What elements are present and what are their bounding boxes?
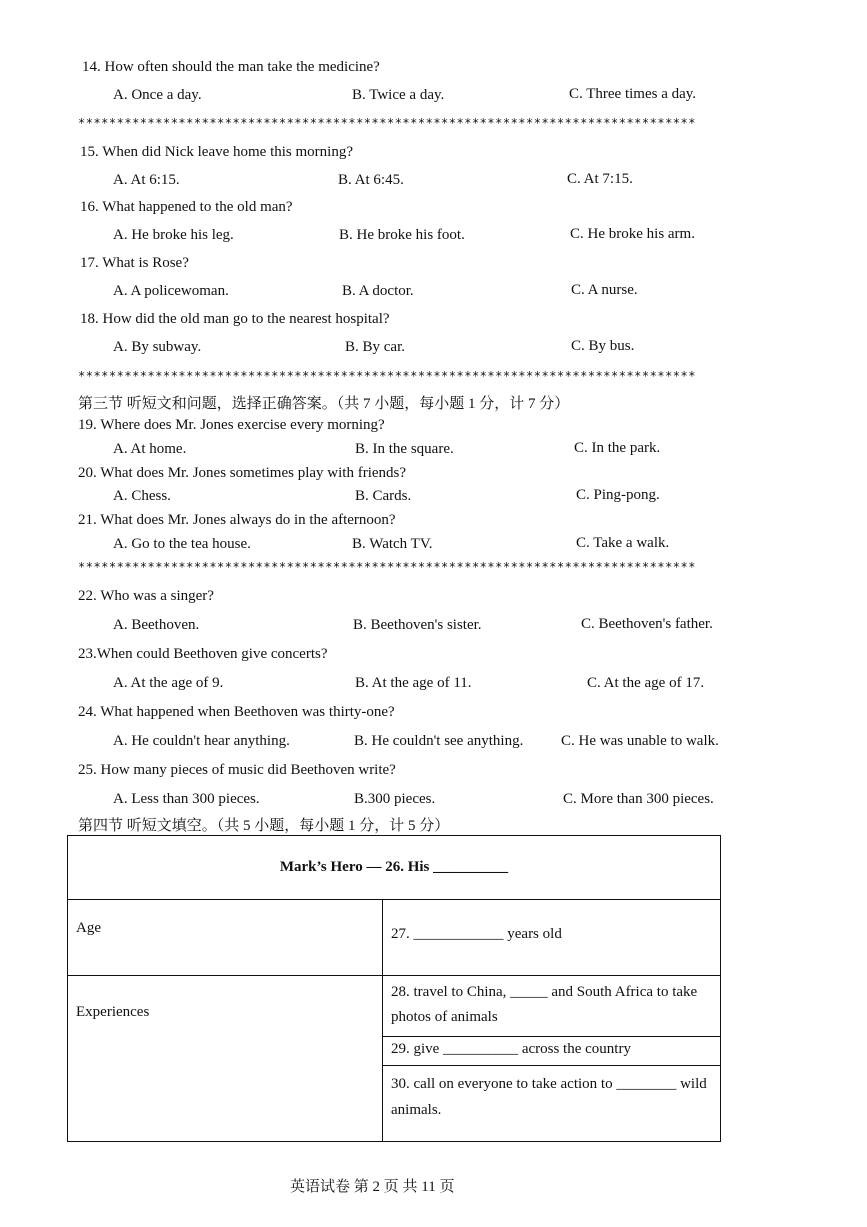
question-27: 27. ____________ years old xyxy=(391,926,562,942)
option-14-c: C. Three times a day. xyxy=(569,86,697,102)
option-20-b: B. Cards. xyxy=(355,488,412,504)
table-title-cell xyxy=(68,836,721,900)
section-4-heading: 第四节 听短文填空。（共 5 小题，每小题 1 分，计 5 分） xyxy=(78,818,450,834)
option-23-b: B. At the age of 11. xyxy=(355,675,472,691)
option-21-c: C. Take a walk. xyxy=(576,535,670,551)
q29-cell xyxy=(383,1037,721,1066)
question-28: 28. travel to China, _____ and South Africa to take photos of animals xyxy=(391,984,698,1025)
age-label-cell xyxy=(68,900,383,976)
question-29: 29. give __________ across the country xyxy=(391,1041,631,1057)
question-25: 25. How many pieces of music did Beethoven write? xyxy=(78,762,396,778)
option-22-b: B. Beethoven's sister. xyxy=(353,617,482,633)
question-23: 23.When could Beethoven give concerts? xyxy=(78,646,328,662)
question-21: 21. What does Mr. Jones always do in the afternoon? xyxy=(78,512,396,528)
q30-cell xyxy=(383,1066,721,1142)
option-18-a: A. By subway. xyxy=(113,339,202,355)
age-label: Age xyxy=(76,920,101,936)
option-18-c: C. By bus. xyxy=(571,338,635,354)
fill-in-table xyxy=(67,835,721,1142)
option-24-b: B. He couldn't see anything. xyxy=(354,733,524,749)
option-16-a: A. He broke his leg. xyxy=(113,227,234,243)
option-25-a: A. Less than 300 pieces. xyxy=(113,791,260,807)
option-14-a: A. Once a day. xyxy=(113,87,202,103)
q27-cell xyxy=(383,900,721,976)
option-15-a: A. At 6:15. xyxy=(113,172,180,188)
separator-line: ******************************************************************************** xyxy=(78,116,696,130)
question-22: 22. Who was a singer? xyxy=(78,588,214,604)
option-14-b: B. Twice a day. xyxy=(352,87,445,103)
option-17-a: A. A policewoman. xyxy=(113,283,229,299)
question-20: 20. What does Mr. Jones sometimes play with friends? xyxy=(78,465,407,481)
question-16: 16. What happened to the old man? xyxy=(80,199,293,215)
question-15: 15. When did Nick leave home this morning? xyxy=(80,144,353,160)
option-20-a: A. Chess. xyxy=(113,488,171,504)
question-17: 17. What is Rose? xyxy=(80,255,189,271)
option-23-c: C. At the age of 17. xyxy=(587,675,705,691)
option-16-c: C. He broke his arm. xyxy=(570,226,695,242)
option-22-a: A. Beethoven. xyxy=(113,617,200,633)
option-22-c: C. Beethoven's father. xyxy=(581,616,713,632)
option-15-c: C. At 7:15. xyxy=(567,171,633,187)
option-25-c: C. More than 300 pieces. xyxy=(563,791,714,807)
question-24: 24. What happened when Beethoven was thirty-one? xyxy=(78,704,395,720)
option-19-b: B. In the square. xyxy=(355,441,454,457)
option-21-a: A. Go to the tea house. xyxy=(113,536,251,552)
experiences-label-cell xyxy=(68,976,383,1142)
question-14: 14. How often should the man take the medicine? xyxy=(82,59,380,75)
table-title: Mark’s Hero — 26. His __________ xyxy=(279,859,509,875)
option-19-c: C. In the park. xyxy=(574,440,661,456)
separator-line: ******************************************************************************** xyxy=(78,369,696,383)
option-18-b: B. By car. xyxy=(345,339,405,355)
section-3-heading: 第三节 听短文和问题，选择正确答案。（共 7 小题，每小题 1 分，计 7 分） xyxy=(78,396,570,412)
experiences-label: Experiences xyxy=(76,1004,150,1020)
option-16-b: B. He broke his foot. xyxy=(339,227,465,243)
option-19-a: A. At home. xyxy=(113,441,187,457)
separator-line: ******************************************************************************** xyxy=(78,560,696,574)
option-17-c: C. A nurse. xyxy=(571,282,638,298)
option-20-c: C. Ping-pong. xyxy=(576,487,660,503)
q28-cell xyxy=(383,976,721,1037)
page-footer: 英语试卷 第 2 页 共 11 页 xyxy=(290,1179,455,1195)
question-30: 30. call on everyone to take action to ________ wild animals. xyxy=(391,1076,707,1118)
option-21-b: B. Watch TV. xyxy=(352,536,433,552)
question-19: 19. Where does Mr. Jones exercise every morning? xyxy=(78,417,385,433)
option-24-a: A. He couldn't hear anything. xyxy=(113,733,290,749)
option-15-b: B. At 6:45. xyxy=(338,172,404,188)
option-24-c: C. He was unable to walk. xyxy=(561,733,719,749)
option-23-a: A. At the age of 9. xyxy=(113,675,224,691)
question-18: 18. How did the old man go to the nearest hospital? xyxy=(80,311,390,327)
option-25-b: B.300 pieces. xyxy=(354,791,436,807)
option-17-b: B. A doctor. xyxy=(342,283,414,299)
